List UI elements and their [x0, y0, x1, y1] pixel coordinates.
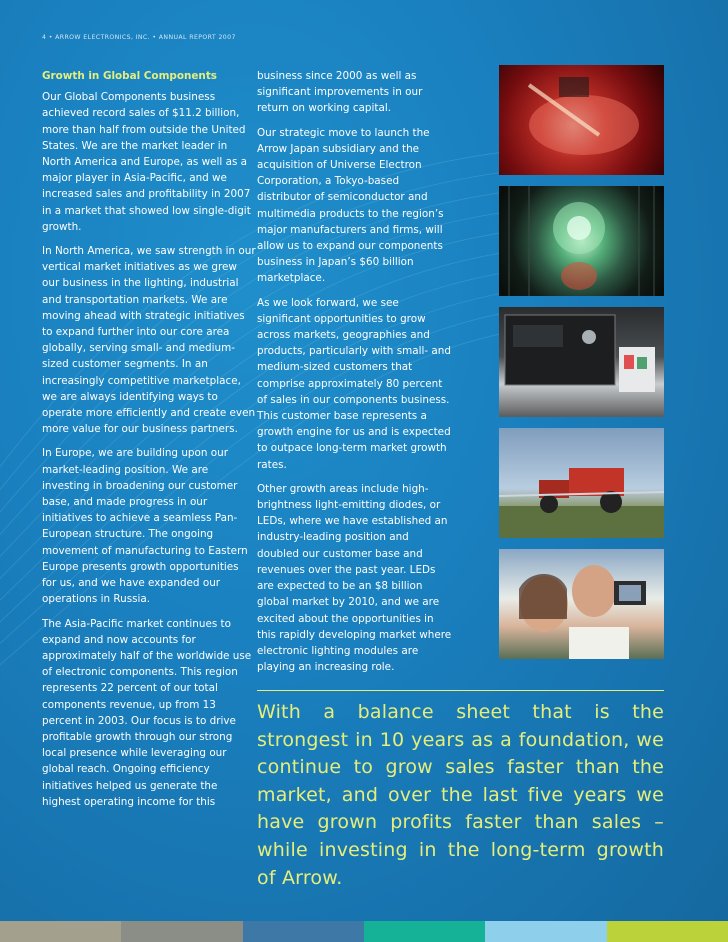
color-swatch [607, 921, 728, 942]
text-column-left [42, 68, 256, 818]
color-swatch [121, 921, 242, 942]
quote-rule [257, 690, 664, 691]
paragraph: Other growth areas include high-brightness light-emitting diodes, or LEDs, where we have established an industry-leading position and doubled our customer base and revenues over the past year. LEDs are expected to be an $8 billion global market by 2010, and we are excited about the opportunities in this rapidly developing market where electronic lighting modules are playing an increasing role. [257, 482, 452, 674]
footer-color-bar [0, 921, 728, 942]
paragraph: Our Global Components business achieved record sales of $11.2 billion, more than half from outside the United States. We are the market leader in North America and Europe, as well as a major player in Asia-Pacific, and we increased sales and profitability in 2007 in a market that showed low single-digit growth. [42, 91, 251, 233]
paragraph: In North America, we saw strength in our vertical market initiatives as we grew our business in the lighting, industrial and transportation markets. We are moving ahead with strategic initiatives to expand further into our core area globally, serving small- and medium-sized customer segments. In an increasingly competitive marketplace, we are always identifying ways to operate more efficiently and create even more value for our business partners. [42, 245, 256, 436]
section-heading: Growth in Global Components [42, 70, 217, 82]
paragraph: The Asia-Pacific market continues to expand and now accounts for approximately half of the worldwide use of electronic components. This region represents 22 percent of our total components revenue, up from 13 percent in 2003. Our focus is to drive profitable growth through our strong local presence while leveraging our global reach. Ongoing efficiency initiatives helped us generate the highest operating income for this [42, 617, 252, 808]
paragraph: As we look forward, we see significant opportunities to grow across markets, geographies and products, particularly with small- and medium-sized customers that comprise approximately 80 percent of sales in our components business. This customer base represents a growth engine for us and is expected to outpace long-term market growth rates. [257, 296, 451, 471]
photo-couple-with-camera [499, 549, 664, 659]
color-swatch [364, 921, 485, 942]
photo-column [499, 65, 664, 670]
photo-circuit-work [499, 65, 664, 175]
photo-led-lights [499, 186, 664, 296]
photo-electronic-equipment [499, 307, 664, 417]
pull-quote: With a balance sheet that is the strongest in 10 years as a foundation, we continue to grow sales faster than the market, and over the last five years we have grown profits faster than sales – while investing in the long-term growth of Arrow. [257, 701, 664, 889]
color-swatch [485, 921, 606, 942]
paragraph: In Europe, we are building upon our market-leading position. We are investing in broadening our customer base, and made progress in our initiatives to achieve a seamless Pan-European structure. The ongoing movement of manufacturing to Eastern Europe presents growth opportunities for us, and we have expanded our operations in Russia. [42, 447, 248, 606]
paragraph: Our strategic move to launch the Arrow Japan subsidiary and the acquisition of Universe Electron Corporation, a Tokyo-based distributor of semiconductor and multimedia products to the region’s major manufacturers and firms, will allow us to expand our components business in Japan’s $60 billion marketplace. [257, 126, 444, 285]
photo-tractor-field [499, 428, 664, 538]
text-column-middle [257, 68, 452, 683]
color-swatch [243, 921, 364, 942]
color-swatch [0, 921, 121, 942]
running-head: 4 • ARROW ELECTRONICS, INC. • ANNUAL REPORT 2007 [42, 34, 236, 41]
paragraph: business since 2000 as well as significant improvements in our return on working capital. [257, 70, 423, 115]
